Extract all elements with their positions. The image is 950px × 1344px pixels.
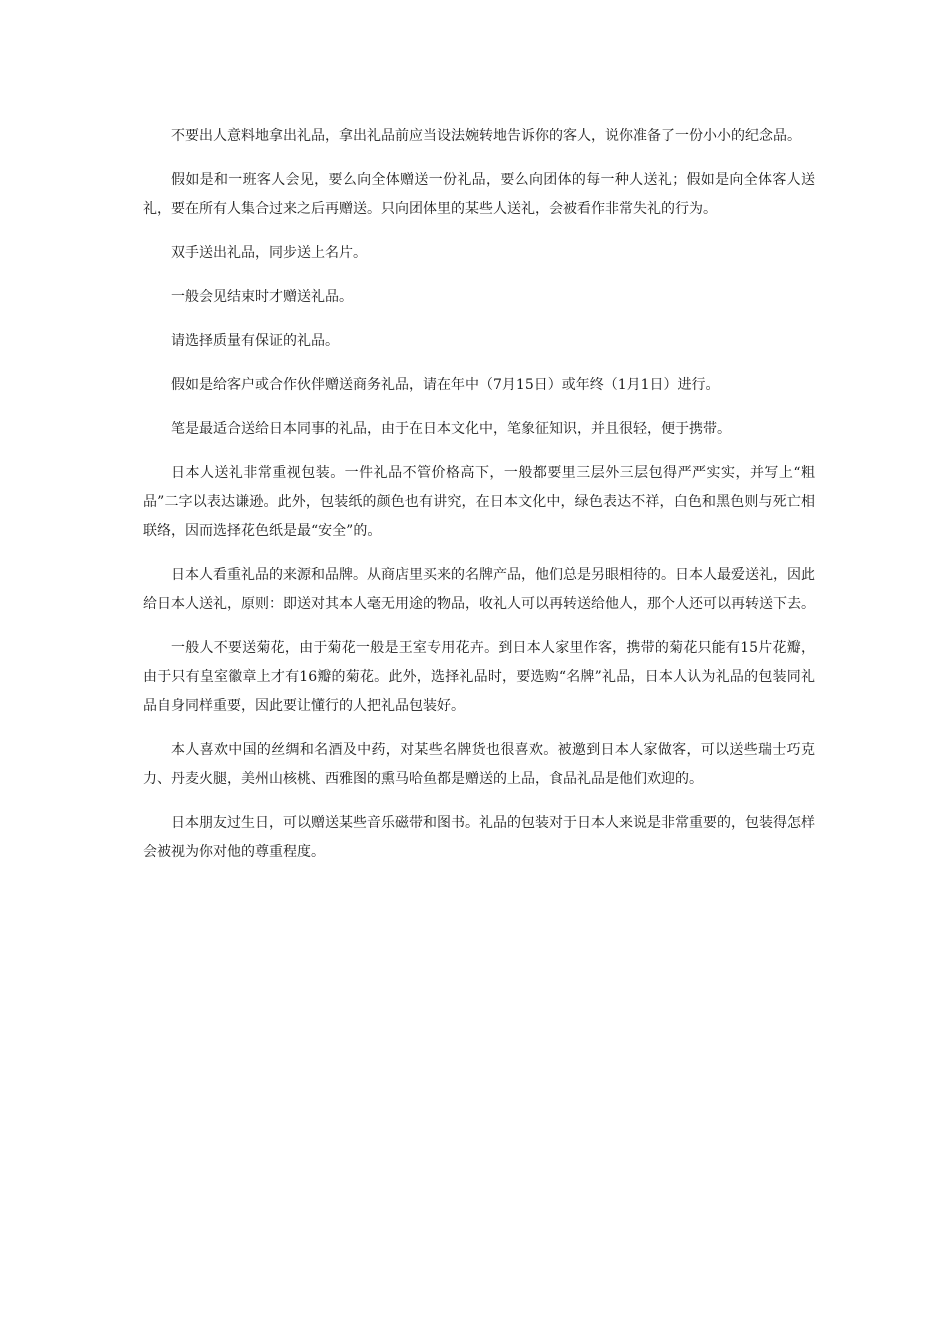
paragraph-preferred-gifts: 本人喜欢中国的丝绸和名酒及中药，对某些名牌货也很喜欢。被邀到日本人家做客，可以送些瑞士巧克力、丹麦火腿，美州山核桃、西雅图的熏马哈鱼都是赠送的上品，食品礼品是他们欢迎的。	[143, 742, 815, 787]
paragraph-chrysanthemum: 一般人不要送菊花，由于菊花一般是王室专用花卉。到日本人家里作客，携带的菊花只能有15片花瓣，由于只有皇室徽章上才有16瓣的菊花。此外，选择礼品时，要选购“名牌”礼品，日本人认为礼品的包装同礼品自身同样重要，因此要让懂行的人把礼品包装好。	[143, 640, 815, 714]
paragraph-packaging: 日本人送礼非常重视包装。一件礼品不管价格高下，一般都要里三层外三层包得严严实实，并写上“粗品”二字以表达谦逊。此外，包装纸的颜色也有讲究，在日本文化中，绿色表达不祥，白色和黑色则与死亡相联络，因而选择花色纸是最“安全”的。	[143, 465, 815, 539]
paragraph-brand: 日本人看重礼品的来源和品牌。从商店里买来的名牌产品，他们总是另眼相待的。日本人最爱送礼，因此给日本人送礼，原则：即送对其本人毫无用途的物品，收礼人可以再转送给他人，那个人还可以再转送下去。	[143, 567, 815, 612]
paragraph-birthday: 日本朋友过生日，可以赠送某些音乐磁带和图书。礼品的包装对于日本人来说是非常重要的，包装得怎样会被视为你对他的尊重程度。	[143, 815, 815, 860]
paragraph-pen-gift: 笔是最适合送给日本同事的礼品，由于在日本文化中，笔象征知识，并且很轻，便于携带。	[171, 421, 731, 437]
paragraph-gift-timing: 不要出人意料地拿出礼品，拿出礼品前应当设法婉转地告诉你的客人，说你准备了一份小小的纪念品。	[171, 128, 801, 144]
paragraph-two-hands: 双手送出礼品，同步送上名片。	[171, 245, 367, 261]
paragraph-business-gift-dates: 假如是给客户或合作伙伴赠送商务礼品，请在年中（7月15日）或年终（1月1日）进行。	[171, 377, 720, 393]
paragraph-end-of-meeting: 一般会见结束时才赠送礼品。	[171, 289, 353, 305]
document-body	[143, 122, 815, 882]
paragraph-group-gifts: 假如是和一班客人会见，要么向全体赠送一份礼品，要么向团体的每一种人送礼；假如是向全体客人送礼，要在所有人集合过来之后再赠送。只向团体里的某些人送礼，会被看作非常失礼的行为。	[143, 172, 815, 217]
paragraph-quality: 请选择质量有保证的礼品。	[171, 333, 339, 349]
